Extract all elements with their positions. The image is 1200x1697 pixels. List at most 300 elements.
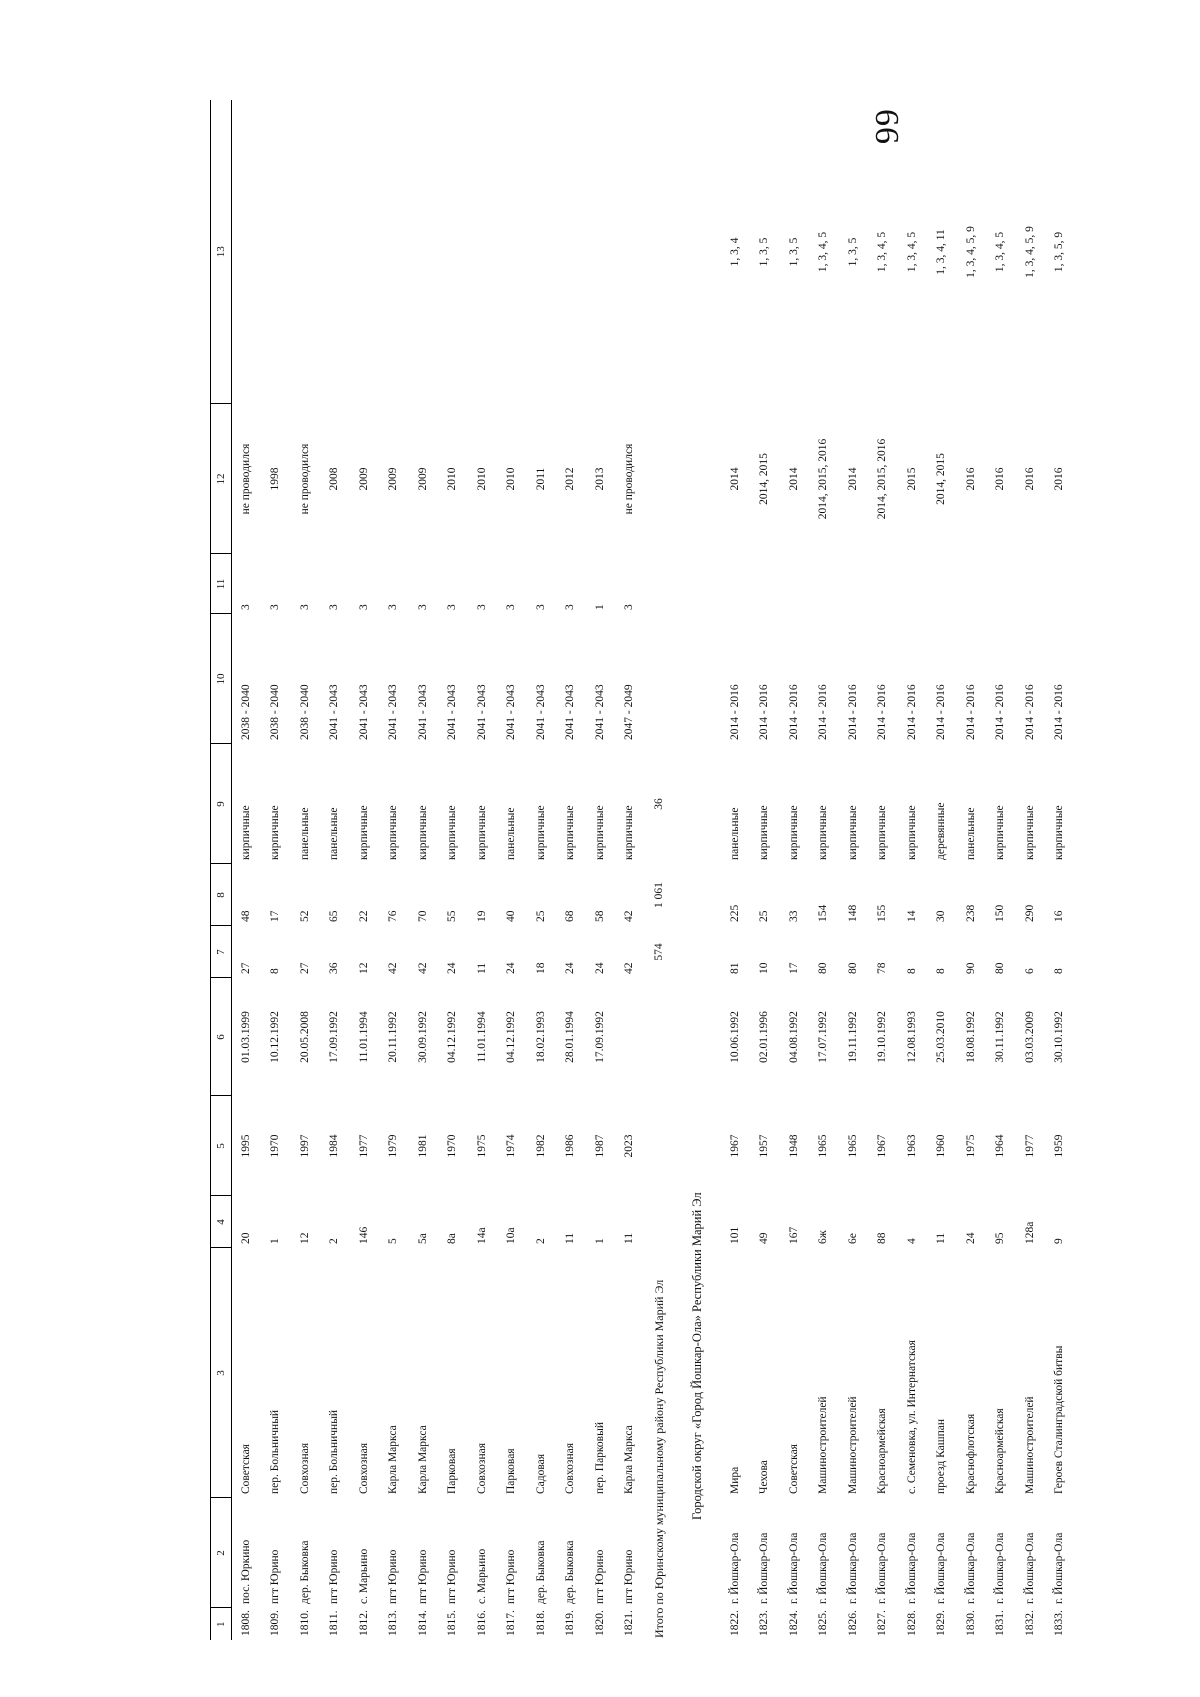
column-header-6: 6 [211, 978, 232, 1096]
table-row [927, 100, 957, 1640]
cell-street: Красноармейская [994, 1408, 1007, 1494]
table-row [1016, 100, 1046, 1640]
cell-house: 2 [328, 1238, 341, 1244]
cell-c11: 3 [239, 604, 252, 610]
cell-c7: 27 [298, 962, 311, 974]
cell-date: 10.06.1992 [728, 1011, 741, 1063]
cell-period: 2014 - 2016 [1023, 684, 1036, 740]
cell-material: панельные [728, 807, 741, 860]
table-row [986, 100, 1016, 1640]
table-row [379, 100, 409, 1640]
cell-material: кирпичные [357, 805, 370, 860]
cell-year: 1987 [593, 1134, 606, 1158]
table-row [556, 100, 586, 1640]
cell-n: 1820. [593, 1610, 606, 1636]
table-row [839, 100, 869, 1640]
cell-c12: 2014 [787, 467, 800, 491]
cell-c12: 2010 [446, 467, 459, 491]
cell-c8: 19 [475, 910, 488, 922]
table-row [468, 100, 498, 1640]
cell-material: кирпичные [446, 805, 459, 860]
cell-settlement: г. Йошкар-Ола [817, 1532, 830, 1604]
cell-street: Карла Маркса [416, 1425, 429, 1494]
cell-n: 1824. [787, 1610, 800, 1636]
summary-c9: 36 [652, 798, 665, 810]
cell-house: 6е [846, 1233, 859, 1244]
cell-c11: 3 [357, 604, 370, 610]
cell-settlement: г. Йошкар-Ола [846, 1532, 859, 1604]
table-row [232, 100, 262, 1640]
column-header-12: 12 [211, 404, 232, 554]
cell-street: Совхозная [564, 1442, 577, 1494]
cell-c8: 58 [593, 910, 606, 922]
cell-c13 [615, 100, 645, 404]
cell-year: 1965 [817, 1134, 830, 1158]
cell-date: 11.01.1994 [357, 1011, 370, 1063]
cell-date: 28.01.1994 [564, 1011, 577, 1063]
district-title: Городской округ «Город Йошкар-Ола» Республики Марий Эл [690, 1192, 705, 1520]
cell-c8: 155 [876, 904, 889, 922]
cell-material: кирпичные [416, 805, 429, 860]
cell-date: 30.09.1992 [416, 1011, 429, 1063]
cell-c8: 14 [905, 910, 918, 922]
table-row [291, 100, 321, 1640]
cell-year: 1975 [475, 1134, 488, 1158]
cell-c13 [497, 100, 527, 404]
cell-date: 18.08.1992 [964, 1011, 977, 1063]
cell-material: кирпичные [534, 805, 547, 860]
cell-c7: 78 [876, 962, 889, 974]
cell-material: кирпичные [758, 805, 771, 860]
cell-house: 6ж [817, 1230, 830, 1244]
cell-street: пер. Парковый [593, 1422, 606, 1494]
cell-n: 1827. [876, 1610, 889, 1636]
cell-c13 [438, 100, 468, 404]
cell-c12: 2013 [593, 467, 606, 491]
cell-c12: 2010 [505, 467, 518, 491]
cell-c13 [379, 100, 409, 404]
cell-year: 1960 [935, 1134, 948, 1158]
cell-period: 2038 - 2040 [239, 684, 252, 740]
cell-material: кирпичные [593, 805, 606, 860]
cell-settlement: г. Йошкар-Ола [994, 1532, 1007, 1604]
cell-year: 1986 [564, 1134, 577, 1158]
cell-settlement: г. Йошкар-Ола [1023, 1532, 1036, 1604]
table-row [261, 100, 291, 1640]
cell-c7: 81 [728, 962, 741, 974]
cell-date: 30.10.1992 [1053, 1011, 1066, 1063]
column-header-2: 2 [211, 1498, 232, 1608]
cell-street: Мира [728, 1466, 741, 1494]
cell-material: кирпичные [564, 805, 577, 860]
cell-period: 2041 - 2043 [534, 684, 547, 740]
cell-material: кирпичные [876, 805, 889, 860]
cell-date: 18.02.1993 [534, 1011, 547, 1063]
cell-street: Совхозная [298, 1442, 311, 1494]
cell-c11: 3 [446, 604, 459, 610]
summary-row [645, 100, 675, 1640]
cell-c8: 225 [728, 904, 741, 922]
cell-n: 1816. [475, 1610, 488, 1636]
cell-c13 [261, 100, 291, 404]
cell-c7: 24 [446, 962, 459, 974]
cell-material: кирпичные [239, 805, 252, 860]
cell-date: 17.07.1992 [817, 1011, 830, 1063]
cell-c12: не проводился [239, 443, 252, 515]
cell-c12: 2014 [846, 467, 859, 491]
cell-c7: 8 [269, 968, 282, 974]
cell-c7: 18 [534, 962, 547, 974]
cell-n: 1817. [505, 1610, 518, 1636]
cell-c8: 52 [298, 910, 311, 922]
cell-street: Парковая [446, 1448, 459, 1494]
table-row [957, 100, 987, 1640]
cell-settlement: г. Йошкар-Ола [876, 1532, 889, 1604]
cell-n: 1819. [564, 1610, 577, 1636]
cell-c12: 2014 [728, 467, 741, 491]
cell-period: 2041 - 2043 [475, 684, 488, 740]
cell-c8: 17 [269, 910, 282, 922]
cell-year: 1974 [505, 1134, 518, 1158]
cell-material: панельные [328, 807, 341, 860]
cell-c13 [409, 100, 439, 404]
cell-date: 30.11.1992 [994, 1011, 1007, 1063]
cell-c12: 2015 [905, 467, 918, 491]
cell-street: Садовая [534, 1453, 547, 1494]
cell-settlement: дер. Быковка [564, 1540, 577, 1604]
cell-house: 8а [446, 1233, 459, 1244]
cell-c7: 8 [935, 968, 948, 974]
column-header-10: 10 [211, 614, 232, 744]
cell-c12: 1998 [269, 467, 282, 491]
table-row [527, 100, 557, 1640]
cell-c12: 2016 [994, 467, 1007, 491]
cell-c12: 2016 [1023, 467, 1036, 491]
cell-c7: 24 [564, 962, 577, 974]
cell-street: Совхозная [475, 1442, 488, 1494]
summary-c7: 574 [652, 943, 665, 961]
table-row [350, 100, 380, 1640]
cell-house: 1 [593, 1238, 606, 1244]
cell-c7: 24 [593, 962, 606, 974]
cell-n: 1832. [1023, 1610, 1036, 1636]
cell-c7: 10 [758, 962, 771, 974]
table-body-yurino [232, 100, 645, 1640]
cell-c8: 42 [623, 910, 636, 922]
column-header-3: 3 [211, 1248, 232, 1498]
cell-settlement: пгт Юрино [328, 1549, 341, 1604]
cell-c12: 2014, 2015 [935, 453, 948, 505]
cell-period: 2038 - 2040 [269, 684, 282, 740]
cell-c13: 1, 3, 5 [787, 237, 800, 267]
cell-c8: 25 [758, 910, 771, 922]
cell-settlement: пгт Юрино [269, 1549, 282, 1604]
cell-settlement: г. Йошкар-Ола [758, 1532, 771, 1604]
cell-c7: 24 [505, 962, 518, 974]
cell-year: 1967 [728, 1134, 741, 1158]
cell-c7: 17 [787, 962, 800, 974]
summary-c8: 1 061 [652, 882, 665, 908]
cell-n: 1818. [534, 1610, 547, 1636]
cell-date: 17.09.1992 [593, 1011, 606, 1063]
cell-house: 5а [416, 1233, 429, 1244]
cell-street: Машиностроителей [1023, 1396, 1036, 1494]
cell-c13 [556, 100, 586, 404]
cell-street: Героев Сталинградской битвы [1053, 1345, 1066, 1494]
cell-house: 95 [994, 1232, 1007, 1244]
cell-c12: 2008 [328, 467, 341, 491]
cell-house: 49 [758, 1232, 771, 1244]
cell-house: 1 [269, 1238, 282, 1244]
cell-c8: 40 [505, 910, 518, 922]
column-header-4: 4 [211, 1196, 232, 1248]
cell-material: кирпичные [905, 805, 918, 860]
cell-c11: 3 [534, 604, 547, 610]
cell-c13: 1, 3, 4, 5 [817, 231, 830, 273]
cell-c8: 150 [994, 904, 1007, 922]
cell-c7: 36 [328, 962, 341, 974]
cell-c11: 3 [623, 604, 636, 610]
column-header-9: 9 [211, 744, 232, 864]
cell-c13 [232, 100, 262, 404]
cell-c7: 80 [994, 962, 1007, 974]
cell-material: кирпичные [787, 805, 800, 860]
cell-c11: 3 [328, 604, 341, 610]
cell-c12: 2014, 2015 [758, 453, 771, 505]
cell-c8: 48 [239, 910, 252, 922]
cell-c8: 70 [416, 910, 429, 922]
cell-date: 19.10.1992 [876, 1011, 889, 1063]
cell-c11 [957, 554, 987, 614]
column-header-7: 7 [211, 926, 232, 978]
cell-c12: не проводился [298, 443, 311, 515]
cell-c13 [527, 100, 557, 404]
cell-settlement: г. Йошкар-Ола [728, 1532, 741, 1604]
cell-c13: 1, 3, 4, 5, 9 [964, 226, 977, 278]
cell-c12: 2009 [416, 467, 429, 491]
cell-c11 [750, 554, 780, 614]
cell-n: 1809. [269, 1610, 282, 1636]
cell-year: 1979 [387, 1134, 400, 1158]
cell-house: 11 [623, 1232, 636, 1244]
cell-year: 1995 [239, 1134, 252, 1158]
cell-material: кирпичные [387, 805, 400, 860]
column-header-8: 8 [211, 864, 232, 926]
cell-c13: 1, 3, 5 [846, 237, 859, 267]
table-row [868, 100, 898, 1640]
cell-year: 1970 [446, 1134, 459, 1158]
cell-n: 1812. [357, 1610, 370, 1636]
cell-period: 2041 - 2043 [564, 684, 577, 740]
cell-c7: 80 [846, 962, 859, 974]
cell-period: 2041 - 2043 [328, 684, 341, 740]
cell-c12: 2011 [534, 467, 547, 491]
cell-c12: 2014, 2015, 2016 [876, 438, 889, 520]
cell-c11 [898, 554, 928, 614]
cell-date: 10.12.1992 [269, 1011, 282, 1063]
cell-settlement: г. Йошкар-Ола [905, 1532, 918, 1604]
cell-settlement: пгт Юрино [446, 1549, 459, 1604]
cell-c13: 1, 3, 4, 5 [876, 231, 889, 273]
cell-c12: 2009 [387, 467, 400, 491]
cell-year: 1982 [534, 1134, 547, 1158]
cell-date [615, 978, 645, 1096]
cell-date: 17.09.1992 [328, 1011, 341, 1063]
cell-date: 12.08.1993 [905, 1011, 918, 1063]
cell-house: 14а [475, 1227, 488, 1244]
column-header-11: 11 [211, 554, 232, 614]
cell-date: 20.11.1992 [387, 1011, 400, 1063]
cell-material: кирпичные [269, 805, 282, 860]
cell-period: 2041 - 2043 [357, 684, 370, 740]
cell-c11: 3 [298, 604, 311, 610]
cell-c8: 65 [328, 910, 341, 922]
cell-house: 11 [564, 1232, 577, 1244]
cell-c7: 11 [475, 962, 488, 974]
cell-c13 [586, 100, 616, 404]
cell-settlement: пгт Юрино [387, 1549, 400, 1604]
summary-section [645, 100, 721, 1640]
cell-c11: 3 [387, 604, 400, 610]
cell-year: 1948 [787, 1134, 800, 1158]
cell-n: 1826. [846, 1610, 859, 1636]
cell-c11: 1 [593, 604, 606, 610]
cell-period: 2038 - 2040 [298, 684, 311, 740]
cell-house: 128а [1023, 1221, 1036, 1244]
table-row [809, 100, 839, 1640]
cell-c12: 2010 [475, 467, 488, 491]
cell-period: 2014 - 2016 [994, 684, 1007, 740]
cell-c11 [1045, 554, 1075, 614]
cell-c7: 12 [357, 962, 370, 974]
cell-c11 [1016, 554, 1046, 614]
cell-c7: 8 [1053, 968, 1066, 974]
cell-year: 1981 [416, 1134, 429, 1158]
summary-label: Итого по Юринскому муниципальному району Республики Марий Эл [651, 1279, 666, 1638]
table-body-yoshkar-ola [721, 100, 1075, 1640]
cell-settlement: дер. Быковка [298, 1540, 311, 1604]
cell-n: 1813. [387, 1610, 400, 1636]
cell-year: 1959 [1053, 1134, 1066, 1158]
cell-material: кирпичные [817, 805, 830, 860]
cell-date: 19.11.1992 [846, 1011, 859, 1063]
cell-house: 9 [1053, 1238, 1066, 1244]
cell-c7: 42 [416, 962, 429, 974]
cell-c13: 1, 3, 4, 5 [994, 231, 1007, 273]
cell-period: 2014 - 2016 [787, 684, 800, 740]
cell-street: Совхозная [357, 1442, 370, 1494]
cell-street: пер. Больничный [328, 1409, 341, 1494]
cell-c7: 80 [817, 962, 830, 974]
cell-date: 01.03.1999 [239, 1011, 252, 1063]
cell-c11 [868, 554, 898, 614]
cell-c12: 2009 [357, 467, 370, 491]
cell-street: Машиностроителей [817, 1396, 830, 1494]
cell-date: 11.01.1994 [475, 1011, 488, 1063]
cell-house: 2 [534, 1238, 547, 1244]
table-row [438, 100, 468, 1640]
cell-c8: 148 [846, 904, 859, 922]
cell-n: 1830. [964, 1610, 977, 1636]
cell-house: 10а [505, 1227, 518, 1244]
cell-street: с. Семеновка, ул. Интернатская [905, 1340, 918, 1494]
cell-material: панельные [505, 807, 518, 860]
cell-n: 1810. [298, 1610, 311, 1636]
column-header-1: 1 [211, 1608, 232, 1640]
cell-c8: 22 [357, 910, 370, 922]
cell-c8: 16 [1053, 910, 1066, 922]
cell-street: Советская [787, 1444, 800, 1494]
cell-material: кирпичные [1053, 805, 1066, 860]
cell-period: 2014 - 2016 [758, 684, 771, 740]
cell-c7: 8 [905, 968, 918, 974]
cell-c8: 55 [446, 910, 459, 922]
table-row [615, 100, 645, 1640]
cell-settlement: с. Марьино [357, 1548, 370, 1604]
cell-year: 2023 [623, 1134, 636, 1158]
cell-c11 [809, 554, 839, 614]
cell-year: 1964 [994, 1134, 1007, 1158]
cell-street: Карла Маркса [387, 1425, 400, 1494]
cell-period: 2014 - 2016 [1053, 684, 1066, 740]
cell-settlement: пос. Юркино [239, 1539, 252, 1604]
cell-street: Парковая [505, 1448, 518, 1494]
cell-year: 1957 [758, 1134, 771, 1158]
cell-date: 04.12.1992 [505, 1011, 518, 1063]
cell-period: 2014 - 2016 [846, 684, 859, 740]
cell-year: 1963 [905, 1134, 918, 1158]
cell-settlement: г. Йошкар-Ола [964, 1532, 977, 1604]
cell-n: 1811. [328, 1610, 341, 1636]
cell-street: пер. Больничный [269, 1409, 282, 1494]
table-row [320, 100, 350, 1640]
cell-material: кирпичные [994, 805, 1007, 860]
cell-n: 1822. [728, 1610, 741, 1636]
table-row [497, 100, 527, 1640]
cell-date: 04.12.1992 [446, 1011, 459, 1063]
cell-c11 [986, 554, 1016, 614]
cell-year: 1967 [876, 1134, 889, 1158]
cell-date: 25.03.2010 [935, 1011, 948, 1063]
cell-settlement: пгт Юрино [593, 1549, 606, 1604]
cell-c11: 3 [564, 604, 577, 610]
cell-house: 12 [298, 1232, 311, 1244]
cell-c11: 3 [269, 604, 282, 610]
cell-period: 2041 - 2043 [505, 684, 518, 740]
cell-street: Красноармейская [876, 1408, 889, 1494]
cell-material: кирпичные [846, 805, 859, 860]
cell-n: 1833. [1053, 1610, 1066, 1636]
cell-n: 1825. [817, 1610, 830, 1636]
cell-c13 [350, 100, 380, 404]
cell-house: 4 [905, 1238, 918, 1244]
cell-c8: 290 [1023, 904, 1036, 922]
cell-c13 [320, 100, 350, 404]
cell-n: 1808. [239, 1610, 252, 1636]
cell-c12: не проводился [623, 443, 636, 515]
cell-n: 1829. [935, 1610, 948, 1636]
cell-n: 1828. [905, 1610, 918, 1636]
cell-street: Карла Маркса [623, 1425, 636, 1494]
cell-c11 [780, 554, 810, 614]
cell-material: кирпичные [623, 805, 636, 860]
cell-date: 04.08.1992 [787, 1011, 800, 1063]
cell-c8: 76 [387, 910, 400, 922]
column-number-row [211, 100, 232, 1640]
cell-house: 24 [964, 1232, 977, 1244]
cell-material: кирпичные [475, 805, 488, 860]
cell-period: 2047 - 2049 [623, 684, 636, 740]
